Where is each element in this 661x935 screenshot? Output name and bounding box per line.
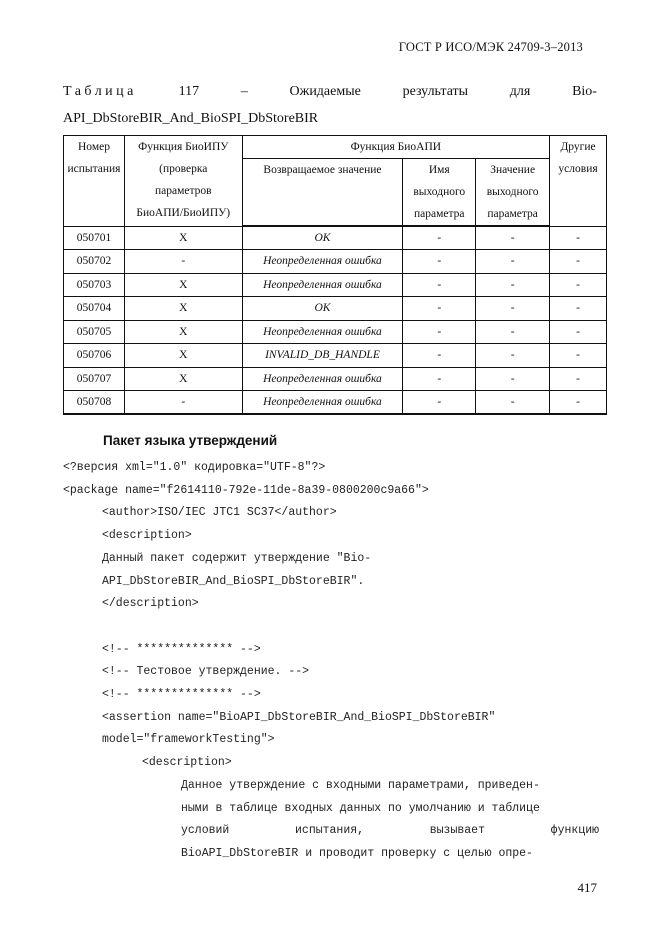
cell-other: - [550, 226, 607, 250]
table-row [64, 391, 607, 415]
standard-header: ГОСТ Р ИСО/МЭК 24709-3–2013 [398, 40, 583, 54]
header-other-conditions: Другие условия [550, 136, 607, 227]
code-line: <description> [102, 529, 192, 543]
cell-test-id: 050703 [64, 273, 125, 297]
header-bioapi-function: Функция БиоАПИ [242, 136, 549, 159]
code-line: <package name="f2614110-792e-11de-8a39-0800200c9a66"> [63, 483, 429, 497]
cell-output-name: - [403, 320, 476, 344]
code-line: BioAPI_DbStoreBIR и проводит проверку с целью опре- [181, 846, 533, 860]
cell-other: - [550, 297, 607, 321]
code-line: </description> [102, 597, 199, 611]
page-number: 417 [577, 880, 597, 895]
code-line: <description> [142, 756, 232, 770]
table-row [64, 250, 607, 274]
table-row [64, 273, 607, 297]
cell-return-value: Неопределенная ошибка [242, 250, 403, 274]
cell-bsp: X [124, 344, 242, 368]
code-line: model="frameworkTesting"> [102, 733, 275, 747]
cell-bsp: - [124, 391, 242, 415]
code-line: <!-- ************** --> [102, 688, 261, 701]
table-row [64, 297, 607, 321]
cell-return-value: Неопределенная ошибка [242, 273, 403, 297]
code-line: условий испытания, вызывает функцию [181, 824, 599, 838]
header-test-number: Номер испытания [64, 136, 125, 227]
cell-return-value: Неопределенная ошибка [242, 320, 403, 344]
cell-output-name: - [403, 273, 476, 297]
cell-other: - [550, 367, 607, 391]
cell-output-value: - [476, 226, 550, 250]
cell-output-name: - [403, 250, 476, 274]
code-line: Данный пакет содержит утверждение "Bio- [102, 551, 372, 565]
cell-output-value: - [476, 367, 550, 391]
caption-word: Bio- [572, 84, 597, 99]
code-line: ными в таблице входных данных по умолчанию и таблице [181, 801, 540, 815]
cell-other: - [550, 250, 607, 274]
header-output-param-name: Имя выходного параметра [403, 159, 476, 227]
cell-output-value: - [476, 250, 550, 274]
cell-output-name: - [403, 391, 476, 415]
cell-output-name: - [403, 226, 476, 250]
header-bsp-function: Функция БиоИПУ (проверка параметров БиоАПИ/БиоИПУ) [124, 136, 242, 227]
cell-test-id: 050706 [64, 344, 125, 368]
caption-word: Ожидаемые [289, 84, 361, 99]
code-line: Данное утверждение с входными параметрами, приведен- [181, 778, 540, 792]
cell-test-id: 050708 [64, 391, 125, 415]
caption-word: Таблица [63, 84, 137, 99]
cell-test-id: 050707 [64, 367, 125, 391]
cell-return-value: OK [242, 297, 403, 321]
cell-output-value: - [476, 297, 550, 321]
table-row [64, 320, 607, 344]
caption-word: 117 [178, 84, 200, 99]
code-line: <!-- Тестовое утверждение. --> [102, 665, 310, 679]
code-line: <author>ISO/IEC JTC1 SC37</author> [102, 506, 337, 520]
code-line: <!-- ************** --> [102, 642, 261, 656]
cell-other: - [550, 273, 607, 297]
table-row [64, 226, 607, 250]
cell-output-value: - [476, 273, 550, 297]
cell-output-name: - [403, 297, 476, 321]
table-caption [63, 84, 597, 100]
cell-output-name: - [403, 367, 476, 391]
header-return-value: Возвращаемое значение [242, 159, 403, 227]
cell-other: - [550, 344, 607, 368]
caption-word: результаты [402, 84, 469, 99]
cell-other: - [550, 391, 607, 415]
table-row [64, 344, 607, 368]
cell-test-id: 050705 [64, 320, 125, 344]
cell-return-value: Неопределенная ошибка [242, 367, 403, 391]
table-caption-line2: API_DbStoreBIR_And_BioSPI_DbStoreBIR [63, 111, 319, 126]
cell-bsp: X [124, 367, 242, 391]
cell-bsp: - [124, 250, 242, 274]
cell-output-value: - [476, 344, 550, 368]
caption-word: – [240, 84, 248, 99]
cell-return-value: INVALID_DB_HANDLE [242, 344, 403, 368]
cell-return-value: Неопределенная ошибка [242, 391, 403, 415]
section-title: Пакет языка утверждений [103, 433, 278, 448]
table-row [64, 367, 607, 391]
cell-return-value: OK [242, 226, 403, 250]
cell-bsp: X [124, 320, 242, 344]
cell-other: - [550, 320, 607, 344]
caption-word: для [509, 84, 531, 99]
cell-bsp: X [124, 297, 242, 321]
cell-bsp: X [124, 226, 242, 250]
cell-test-id: 050704 [64, 297, 125, 321]
cell-test-id: 050702 [64, 250, 125, 274]
code-line: API_DbStoreBIR_And_BioSPI_DbStoreBIR". [102, 574, 365, 588]
cell-output-value: - [476, 391, 550, 415]
cell-test-id: 050701 [64, 226, 125, 250]
results-table [63, 135, 607, 415]
code-line: <?версия xml="1.0" кодировка="UTF-8"?> [63, 461, 326, 474]
header-output-param-value: Значение выходного параметра [476, 159, 550, 227]
cell-bsp: X [124, 273, 242, 297]
cell-output-value: - [476, 320, 550, 344]
code-line: <assertion name="BioAPI_DbStoreBIR_And_BioSPI_DbStoreBIR" [102, 710, 496, 724]
cell-output-name: - [403, 344, 476, 368]
